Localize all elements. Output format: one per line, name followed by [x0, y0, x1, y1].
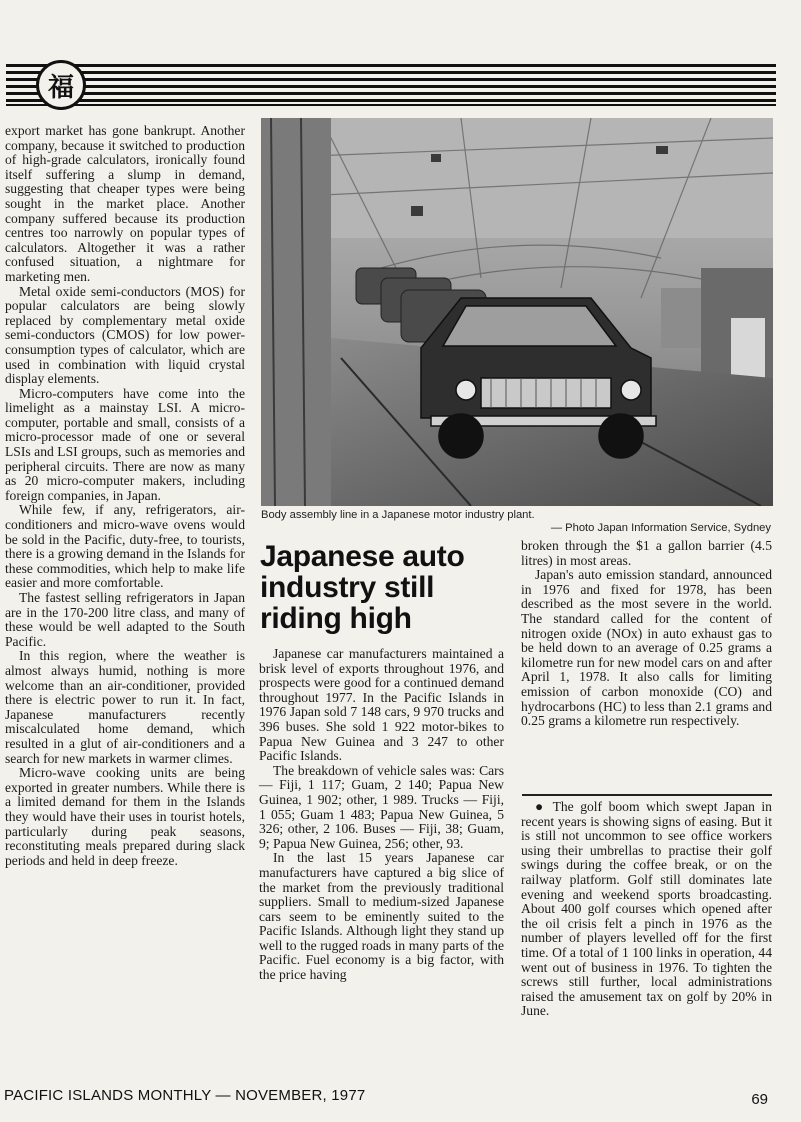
page-number: 69: [751, 1091, 768, 1108]
header-rule-band: [6, 62, 776, 108]
paragraph: Micro-computers have come into the limelight as a mainstay LSI. A micro-computer, portable and small, consists of a micro-processor made of one or several LSIs and LSI groups, such as memories and peripheral circuits. There are now as many as 20 micro-computer makers, including foreign companies, in Japan.: [5, 385, 245, 503]
golf-paragraph: [521, 800, 772, 1019]
bullet-icon: ●: [535, 799, 547, 814]
column-3: [521, 539, 772, 729]
column-2: [259, 647, 504, 983]
fuku-seal-icon: [36, 60, 86, 110]
photo-caption: [261, 509, 771, 535]
paragraph: Japan's auto emission standard, announced in 1976 and fixed for 1978, has been described as the most severe in the world. The standard called for the content of nitrogen oxide (NOx) in auto exhaust gas to be held down to an average of 0.25 grams a kilometre run for new model cars on and after April 1, 1978. It also calls for limiting emission of carbon monoxide (CO) and hydrocarbons (HC) to less than 2.1 grams and 0.25 grams a kilometre run respectively.: [521, 567, 772, 729]
paragraph: The breakdown of vehicle sales was: Cars — Fiji, 1 117; Guam, 2 140; Papua New Guinea, 1 902; other, 1 989. Trucks — Fiji, 1 055; Guam 1 483; Papua New Guinea, 5 326; other, 2 106. Buses — Fiji, 38; Guam, 9; Papua New Guinea, 256; other, 93.: [259, 762, 504, 851]
golf-text: The golf boom which swept Japan in recent years is showing signs of easing. But it is still not uncommon to see office workers using their umbrellas to practise their golf swings during the coffee break, or on the railway platform. Golf still dominates late evening and weekend sports broadcasting. About 400 golf courses which opened after the oil crisis felt a pinch in 1976 as the number of players levelled off for the first time. Of a total of 1 100 links in operation, 44 went out of business in 1976. To tighten the screws still further, local administrations raised the amusement tax on golf by 20% in June.: [521, 799, 772, 1019]
paragraph: In this region, where the weather is almost always humid, nothing is more welcome than an air-conditioner, provided there is electric power to run it. In fact, Japanese manufacturers recently miscalculated home demand, which resulted in a glut of air-conditioners and a search for new markets in warmer climes.: [5, 648, 245, 766]
paragraph: The fastest selling refrigerators in Japan are in the 170-200 litre class, and many of these would be well adapted to the South Pacific.: [5, 590, 245, 649]
section-divider: [522, 794, 772, 796]
article-headline: Japanese auto industry still riding high: [260, 540, 465, 635]
paragraph: Micro-wave cooking units are being exported in greater numbers. While there is a limited demand for them in the Islands they would have their uses in tourist hotels, particularly during peak seasons, reconstituting meals prepared during slack periods and held in deep freeze.: [5, 765, 245, 868]
column-1: [5, 124, 245, 868]
publication-footer: PACIFIC ISLANDS MONTHLY — NOVEMBER, 1977: [4, 1087, 366, 1104]
paragraph: Japanese car manufacturers maintained a brisk level of exports throughout 1976, and prospects were good for a continued demand throughout 1977. In the Pacific Islands in 1976 Japan sold 7 148 cars, 9 970 trucks and 396 buses. She sold 1 922 motor-bikes to Papua New Guinea and 3 247 to other Pacific Islands.: [259, 646, 504, 764]
paragraph: Metal oxide semi-conductors (MOS) for popular calculators are being slowly replaced by complementary metal oxide semi-conductors (CMOS) for low power-consumption types of calculator, which are used in combination with liquid crystal display elements.: [5, 283, 245, 387]
paragraph: While few, if any, refrigerators, air-conditioners and micro-wave ovens would be sold in the Pacific, duty-free, to tourists, there is a growing demand in the Islands for these commodities, which help to make life easier and more comfortable.: [5, 502, 245, 591]
paragraph: In the last 15 years Japanese car manufacturers have captured a big slice of the market from the previously traditional suppliers. Small to medium-sized Japanese cars seem to be eminently suited to the Pacific Islands. Although light they stand up well to the rugged roads in many parts of the Pacific. Fuel economy is a big factor, with the price having: [259, 850, 504, 983]
logo-glyph: 福: [47, 72, 74, 103]
assembly-line-photo: [261, 118, 773, 506]
paragraph: broken through the $1 a gallon barrier (4.5 litres) in most areas.: [521, 538, 772, 568]
paragraph: export market has gone bankrupt. Another company, because it switched to production of high-grade calculators, ironically found itself suffering a slump in demand, suggesting that cheaper types were being sought in the market place. Another company suffered because its production centres too narrowly on popular types of calculators. Altogether it was a rather confused situation, a nightmare for marketing men.: [5, 123, 245, 284]
golf-item: [521, 800, 772, 1019]
caption-text: Body assembly line in a Japanese motor industry plant.: [261, 509, 535, 521]
photo-credit: — Photo Japan Information Service, Sydney: [550, 522, 771, 534]
